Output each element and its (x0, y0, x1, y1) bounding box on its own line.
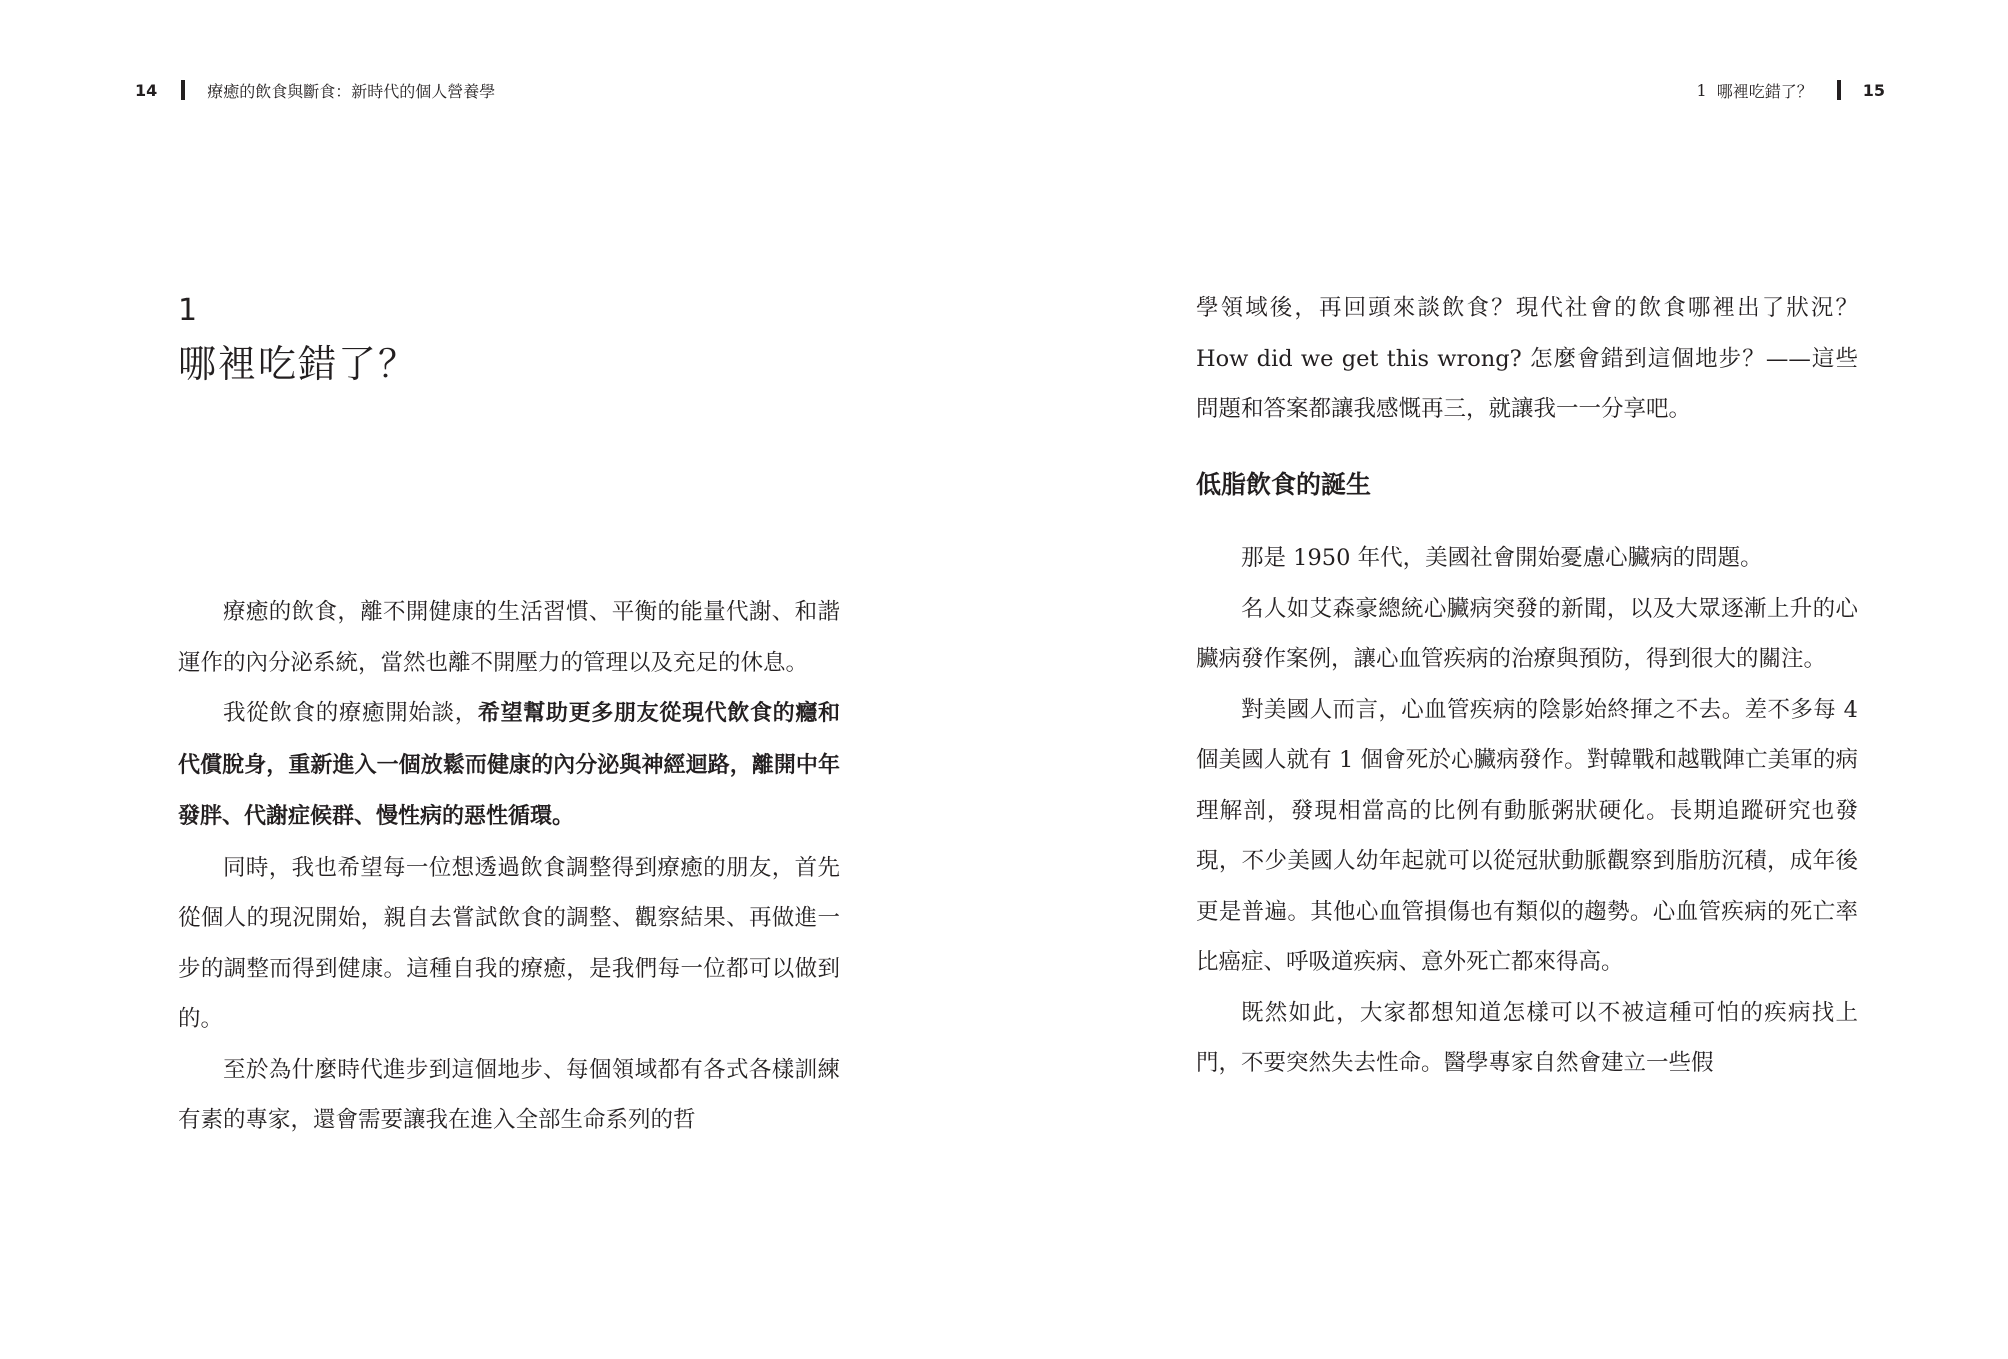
left-body-text (178, 587, 840, 1146)
running-head-chapter-title: 哪裡吃錯了？ (1716, 81, 1813, 101)
left-page-number: 14 (135, 80, 158, 100)
right-body-text (1196, 533, 1858, 1089)
chapter-title: 哪裡吃錯了？ (178, 342, 419, 386)
paragraph: 對美國人而言，心血管疾病的陰影始終揮之不去。差不多每 4 個美國人就有 1 個會死於心臟病發作。對韓戰和越戰陣亡美軍的病理解剖，發現相當高的比例有動脈粥狀硬化。長期追蹤研究也發現，不少美國人幼年起就可以從冠狀動脈觀察到脂肪沉積，成年後更是普遍。其他心血管損傷也有類似的趨勢。心血管疾病的死亡率比癌症、呼吸道疾病、意外死亡都來得高。 (1196, 696, 1858, 975)
header-divider-bar (1837, 80, 1841, 100)
paragraph: 那是 1950 年代，美國社會開始憂慮心臟病的問題。 (1241, 545, 1763, 571)
paragraph: 同時，我也希望每一位想透過飲食調整得到療癒的朋友，首先從個人的現況開始，親自去嘗試飲食的調整、觀察結果、再做進一步的調整而得到健康。這種自我的療癒，是我們每一位都可以做到的。 (178, 854, 840, 1032)
paragraph-text: 我從飲食的療癒開始談， (223, 700, 478, 726)
paragraph: 既然如此，大家都想知道怎樣可以不被這種可怕的疾病找上門，不要突然失去性命。醫學專家自然會建立一些假 (1196, 999, 1858, 1076)
bold-emphasis-text: 希望幫助更多朋友從現代飲食的癮和代償脫身，重新進入一個放鬆而健康的內分泌與神經迴路，離開中年發胖、代謝症候群、慢性病的惡性循環。 (178, 701, 840, 829)
header-divider-bar (181, 80, 185, 100)
paragraph (178, 688, 840, 843)
section-heading: 低脂飲食的誕生 (1196, 470, 1372, 499)
running-head-chapter-number: 1 (1696, 80, 1707, 100)
book-title: 療癒的飲食與斷食：新時代的個人營養學 (207, 81, 496, 101)
paragraph: 至於為什麼時代進步到這個地步、每個領域都有各式各樣訓練有素的專家，還會需要讓我在進入全部生命系列的哲 (178, 1056, 840, 1133)
right-page (1004, 0, 2008, 1359)
continuation-text (1196, 283, 1858, 435)
paragraph: 學領域後，再回頭來談飲食？現代社會的飲食哪裡出了狀況？ How did we get this wrong? 怎麼會錯到這個地步？——這些問題和答案都讓我感慨再三，就讓我一一分享吧。 (1196, 295, 1858, 422)
right-page-number: 15 (1862, 80, 1885, 100)
paragraph: 療癒的飲食，離不開健康的生活習慣、平衡的能量代謝、和諧運作的內分泌系統，當然也離不開壓力的管理以及充足的休息。 (178, 599, 840, 676)
right-running-head (1697, 78, 1885, 102)
paragraph: 名人如艾森豪總統心臟病突發的新聞，以及大眾逐漸上升的心臟病發作案例，讓心血管疾病的治療與預防，得到很大的關注。 (1196, 595, 1858, 672)
left-running-head (135, 78, 495, 102)
chapter-number: 1 (178, 293, 198, 328)
